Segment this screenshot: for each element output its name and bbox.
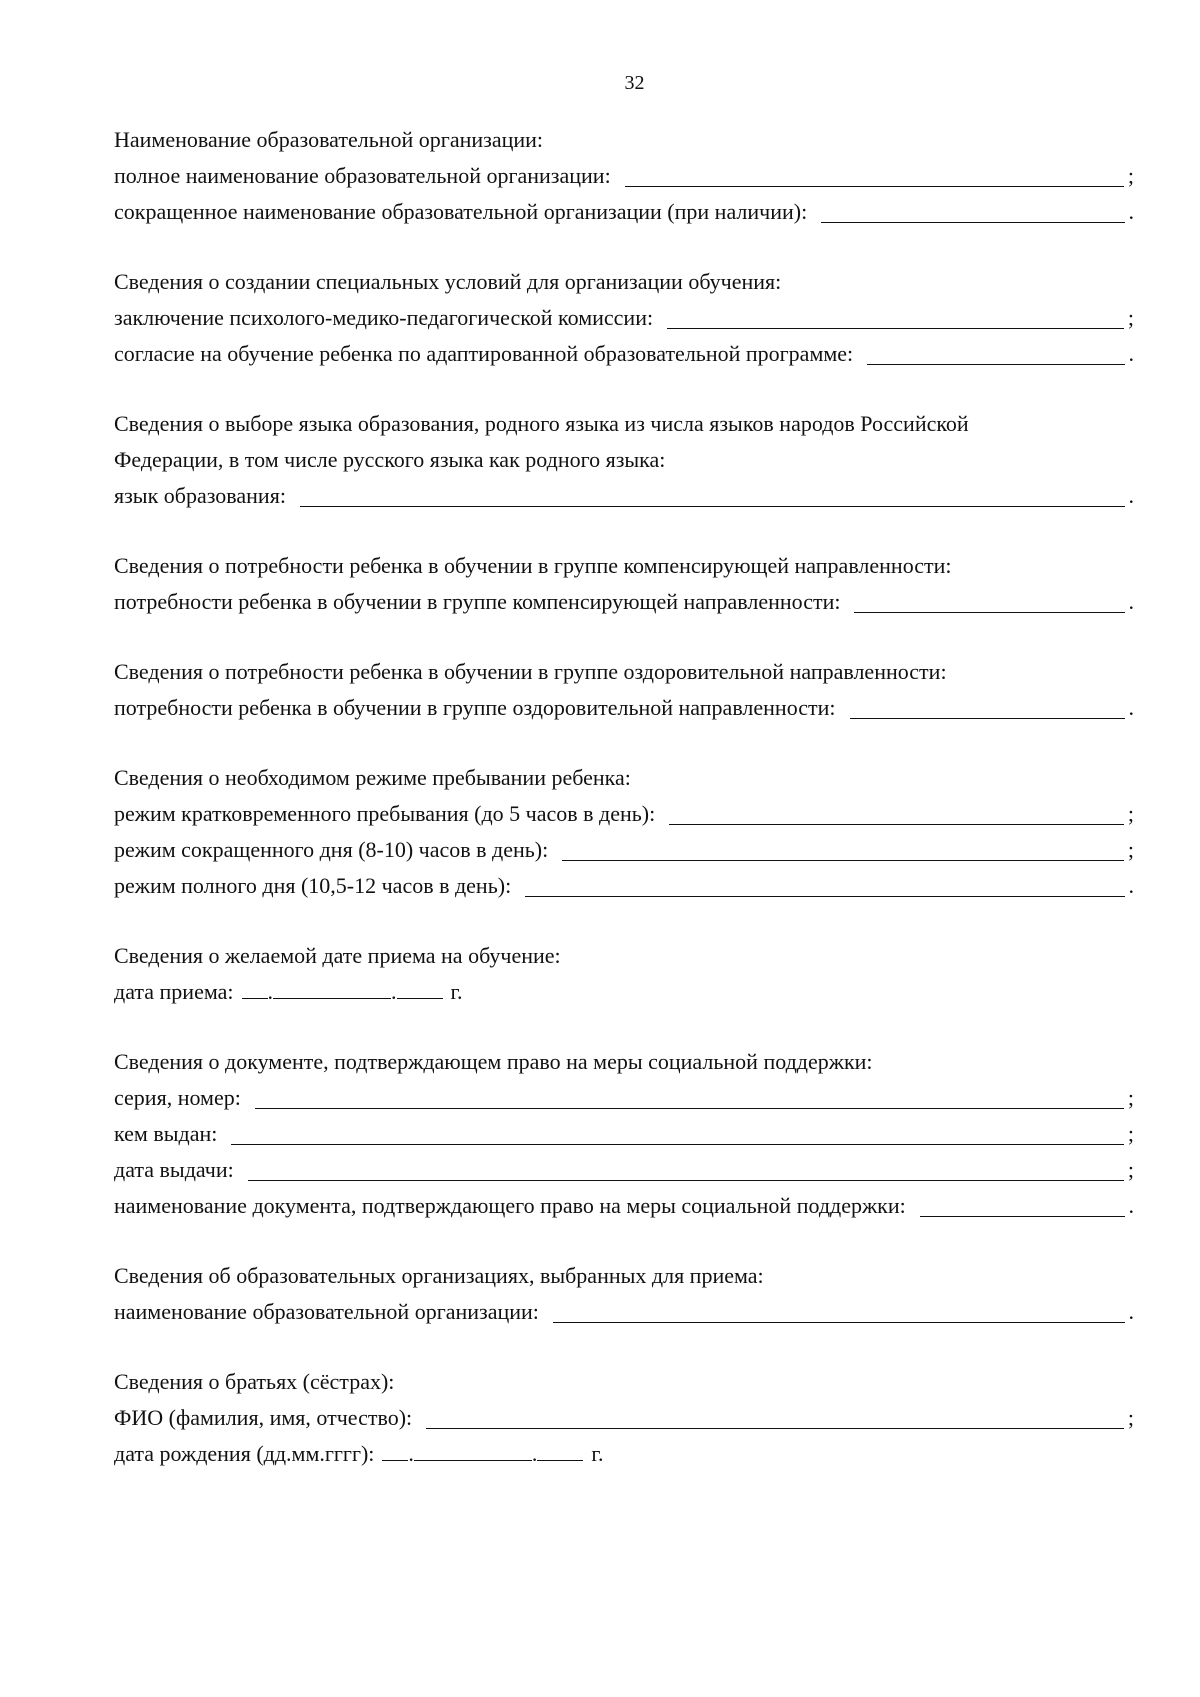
doc-name-label: наименование документа, подтверждающего право на меры социальной поддержки: [114, 1193, 906, 1218]
full-name-label: полное наименование образовательной организации: [114, 163, 611, 188]
admission-date-label: дата приема: [114, 979, 234, 1004]
birth-year-suffix: г. [591, 1441, 604, 1466]
health-field[interactable] [850, 694, 1125, 719]
section-heading: Наименование образовательной организации: [114, 127, 544, 152]
section-health-group: Сведения о потребности ребенка в обучении в группе оздоровительной направленности: потребности ребенка в обучении в группе оздоровительной направленности: . [114, 654, 1134, 726]
section-compensating-group: Сведения о потребности ребенка в обучении в группе компенсирующей направленности: потребности ребенка в обучении в группе компенсирующей направленности: . [114, 548, 1134, 620]
pmpk-label: заключение психолого-медико-педагогической комиссии: [114, 305, 654, 330]
doc-name-field[interactable] [920, 1192, 1125, 1217]
language-label: язык образования: [114, 483, 286, 508]
day-field[interactable] [242, 974, 268, 999]
series-field[interactable] [255, 1084, 1124, 1109]
section-heading: Сведения о потребности ребенка в обучении в группе компенсирующей направленности: [114, 553, 952, 578]
compensating-field[interactable] [854, 588, 1124, 613]
sibling-birth-label: дата рождения (дд.мм.гггг): [114, 1441, 375, 1466]
section-heading: Сведения об образовательных организациях, выбранных для приема: [114, 1263, 764, 1288]
consent-field[interactable] [867, 340, 1124, 365]
section-organization: Наименование образовательной организации: полное наименование образовательной организации: ; сокращенное наименование образовательной организации (при наличии): . [114, 122, 1134, 230]
section-heading: Сведения о братьях (сёстрах): [114, 1369, 395, 1394]
section-support-document: Сведения о документе, подтверждающем право на меры социальной поддержки: серия, номер: ; кем выдан: ; дата выдачи: ; наименование документа, подтверждающего право на меры социальной поддержки: . [114, 1044, 1134, 1224]
section-stay-mode: Сведения о необходимом режиме пребывании ребенка: режим кратковременного пребывания (до 5 часов в день): ; режим сокращенного дня (8-10) часов в день): ; режим полного дня (10,5-12 часов в день): . [114, 760, 1134, 904]
selected-org-field[interactable] [553, 1298, 1125, 1323]
section-special-conditions: Сведения о создании специальных условий для организации обучения: заключение психолого-медико-педагогической комиссии: ; согласие на обучение ребенка по адаптированной образовательной программе: . [114, 264, 1134, 372]
section-selected-orgs: Сведения об образовательных организациях, выбранных для приема: наименование образовательной организации: . [114, 1258, 1134, 1330]
sibling-fio-field[interactable] [426, 1404, 1124, 1429]
short-name-field[interactable] [821, 198, 1124, 223]
selected-org-label: наименование образовательной организации: [114, 1299, 539, 1324]
section-heading: Сведения о выборе языка образования, родного языка из числа языков народов Российской [114, 411, 969, 436]
birth-day-field[interactable] [382, 1436, 408, 1461]
section-heading: Сведения о желаемой дате приема на обучение: [114, 943, 561, 968]
section-siblings: Сведения о братьях (сёстрах): ФИО (фамилия, имя, отчество): ; дата рождения (дд.мм.гггг): . . г. [114, 1364, 1134, 1472]
page-number: 32 [624, 72, 645, 94]
short-stay-label: режим кратковременного пребывания (до 5 часов в день): [114, 801, 656, 826]
reduced-day-label: режим сокращенного дня (8-10) часов в день): [114, 837, 549, 862]
sibling-fio-label: ФИО (фамилия, имя, отчество): [114, 1405, 413, 1430]
consent-label: согласие на обучение ребенка по адаптированной образовательной программе: [114, 341, 854, 366]
section-heading: Сведения о необходимом режиме пребывании ребенка: [114, 765, 631, 790]
year-field[interactable] [397, 974, 443, 999]
section-heading: Сведения о создании специальных условий для организации обучения: [114, 269, 782, 294]
full-day-field[interactable] [525, 872, 1124, 897]
series-label: серия, номер: [114, 1085, 241, 1110]
section-heading: Сведения о документе, подтверждающем право на меры социальной поддержки: [114, 1049, 873, 1074]
section-admission-date: Сведения о желаемой дате приема на обучение: дата приема: . . г. [114, 938, 1134, 1010]
issue-date-field[interactable] [248, 1156, 1124, 1181]
year-suffix: г. [450, 979, 463, 1004]
birth-year-field[interactable] [537, 1436, 583, 1461]
issued-by-label: кем выдан: [114, 1121, 218, 1146]
issued-by-field[interactable] [231, 1120, 1124, 1145]
issue-date-label: дата выдачи: [114, 1157, 234, 1182]
short-name-label: сокращенное наименование образовательной организации (при наличии): [114, 199, 808, 224]
compensating-label: потребности ребенка в обучении в группе компенсирующей направленности: [114, 589, 841, 614]
section-language: Сведения о выборе языка образования, родного языка из числа языков народов Российской Федерации, в том числе русского языка как родного языка: язык образования: . [114, 406, 1134, 514]
month-field[interactable] [273, 974, 391, 999]
pmpk-field[interactable] [667, 304, 1124, 329]
reduced-day-field[interactable] [562, 836, 1124, 861]
application-form [114, 122, 1134, 1506]
language-field[interactable] [300, 482, 1125, 507]
full-day-label: режим полного дня (10,5-12 часов в день): [114, 873, 512, 898]
full-name-field[interactable] [625, 162, 1124, 187]
birth-month-field[interactable] [414, 1436, 532, 1461]
section-heading: Сведения о потребности ребенка в обучении в группе оздоровительной направленности: [114, 659, 947, 684]
short-stay-field[interactable] [669, 800, 1124, 825]
section-heading-cont: Федерации, в том числе русского языка как родного языка: [114, 447, 666, 472]
health-label: потребности ребенка в обучении в группе оздоровительной направленности: [114, 695, 836, 720]
